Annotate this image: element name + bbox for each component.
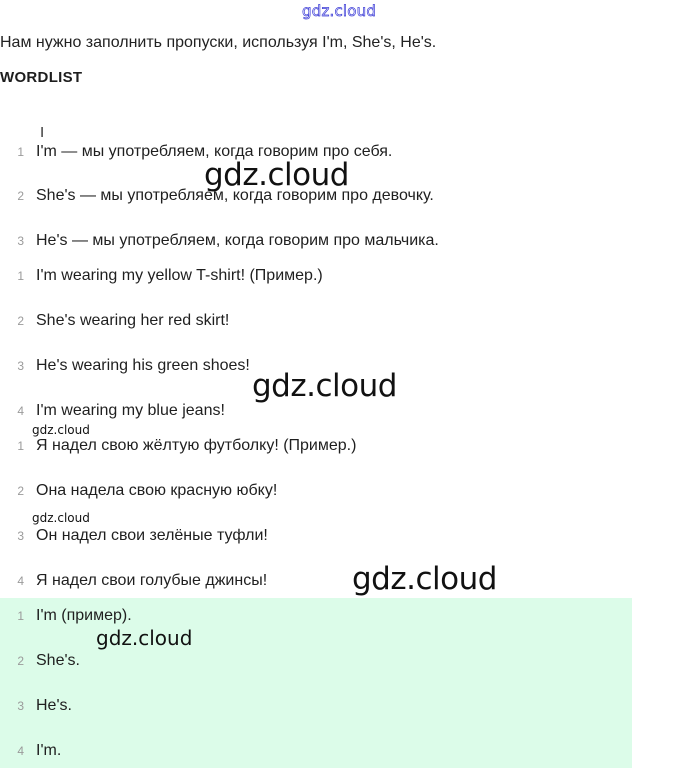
sentence-en-row	[0, 355, 250, 377]
line-number: 2	[17, 314, 24, 328]
line-text: She's — мы употребляем, когда говорим про девочку.	[36, 187, 434, 204]
line-text: She's.	[36, 652, 80, 669]
sentence-ru-row	[0, 525, 268, 547]
answer-row	[0, 605, 132, 627]
line-text: She's wearing her red skirt!	[36, 312, 230, 329]
answer-row	[0, 740, 61, 762]
clipped-line-text: I	[40, 124, 45, 141]
answer-row	[0, 650, 80, 672]
line-text: I'm.	[36, 742, 62, 759]
line-text: He's — мы употребляем, когда говорим про мальчика.	[36, 232, 439, 249]
sentence-ru-row	[0, 480, 277, 502]
line-text: I'm wearing my yellow T-shirt! (Пример.)	[36, 267, 323, 284]
line-number: 1	[17, 439, 24, 453]
sentence-en-row	[0, 400, 225, 422]
watermark: gdz.cloud	[32, 511, 90, 525]
line-number: 3	[17, 359, 24, 373]
line-number: 3	[17, 699, 24, 713]
line-number: 4	[17, 574, 24, 588]
line-text: Я надел свою жёлтую футболку! (Пример.)	[36, 437, 357, 454]
line-number: 1	[17, 145, 24, 159]
watermark: gdz.cloud	[352, 561, 497, 597]
line-text: I'm wearing my blue jeans!	[36, 402, 225, 419]
watermark: gdz.cloud	[96, 626, 193, 650]
site-watermark-logo: gdz.cloud	[302, 2, 377, 20]
task-instruction: Нам нужно заполнить пропуски, используя I'm, She's, He's.	[0, 34, 437, 51]
line-number: 4	[17, 404, 24, 418]
line-number: 1	[17, 609, 24, 623]
answer-row	[0, 695, 72, 717]
sentence-ru-row	[0, 435, 356, 457]
line-number: 3	[17, 529, 24, 543]
clipped-line	[40, 121, 100, 141]
sentence-en-row	[0, 310, 229, 332]
watermark: gdz.cloud	[32, 423, 90, 437]
line-number: 2	[17, 189, 24, 203]
line-text: I'm — мы употребляем, когда говорим про себя.	[36, 143, 393, 160]
watermark: gdz.cloud	[204, 157, 349, 193]
sentence-ru-row	[0, 570, 267, 592]
line-number: 3	[17, 234, 24, 248]
line-number: 2	[17, 654, 24, 668]
line-text: I'm (пример).	[36, 607, 132, 624]
line-text: Она надела свою красную юбку!	[36, 482, 278, 499]
line-number: 2	[17, 484, 24, 498]
watermark: gdz.cloud	[252, 368, 397, 404]
sentence-en-row	[0, 265, 323, 287]
wordlist-heading: WORDLIST	[0, 69, 83, 86]
line-text: He's.	[36, 697, 72, 714]
line-text: He's wearing his green shoes!	[36, 357, 250, 374]
line-number: 1	[17, 269, 24, 283]
line-number: 4	[17, 744, 24, 758]
line-text: Он надел свои зелёные туфли!	[36, 527, 268, 544]
line-text: Я надел свои голубые джинсы!	[36, 572, 268, 589]
explanation-row	[0, 230, 439, 252]
